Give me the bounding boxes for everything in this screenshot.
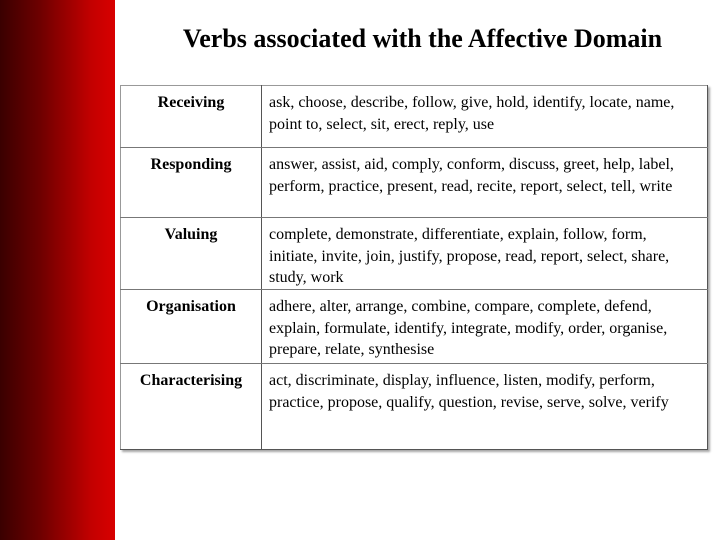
- domain-level: Responding: [121, 148, 262, 218]
- verb-list: answer, assist, aid, comply, conform, discuss, greet, help, label, perform, practice, present, read, recite, report, select, tell, write: [262, 148, 708, 218]
- slide-title: Verbs associated with the Affective Domain: [182, 24, 663, 53]
- table-row: [121, 218, 708, 290]
- table-row: [121, 86, 708, 148]
- domain-level: Receiving: [121, 86, 262, 148]
- verb-list: act, discriminate, display, influence, listen, modify, perform, practice, propose, qualify, question, revise, serve, solve, verify: [262, 364, 708, 450]
- table-row: [121, 364, 708, 450]
- domain-level: Characterising: [121, 364, 262, 450]
- table-row: [121, 290, 708, 364]
- verb-list: complete, demonstrate, differentiate, explain, follow, form, initiate, invite, join, justify, propose, read, report, select, share, study, work: [262, 218, 708, 290]
- table-row: [121, 148, 708, 218]
- sidebar-gradient: [0, 0, 115, 540]
- domain-level: Organisation: [121, 290, 262, 364]
- verb-list: adhere, alter, arrange, combine, compare, complete, defend, explain, formulate, identify, integrate, modify, order, organise, prepare, relate, synthesise: [262, 290, 708, 364]
- affective-domain-table: [120, 85, 708, 450]
- domain-level: Valuing: [121, 218, 262, 290]
- verb-list: ask, choose, describe, follow, give, hold, identify, locate, name, point to, select, sit, erect, reply, use: [262, 86, 708, 148]
